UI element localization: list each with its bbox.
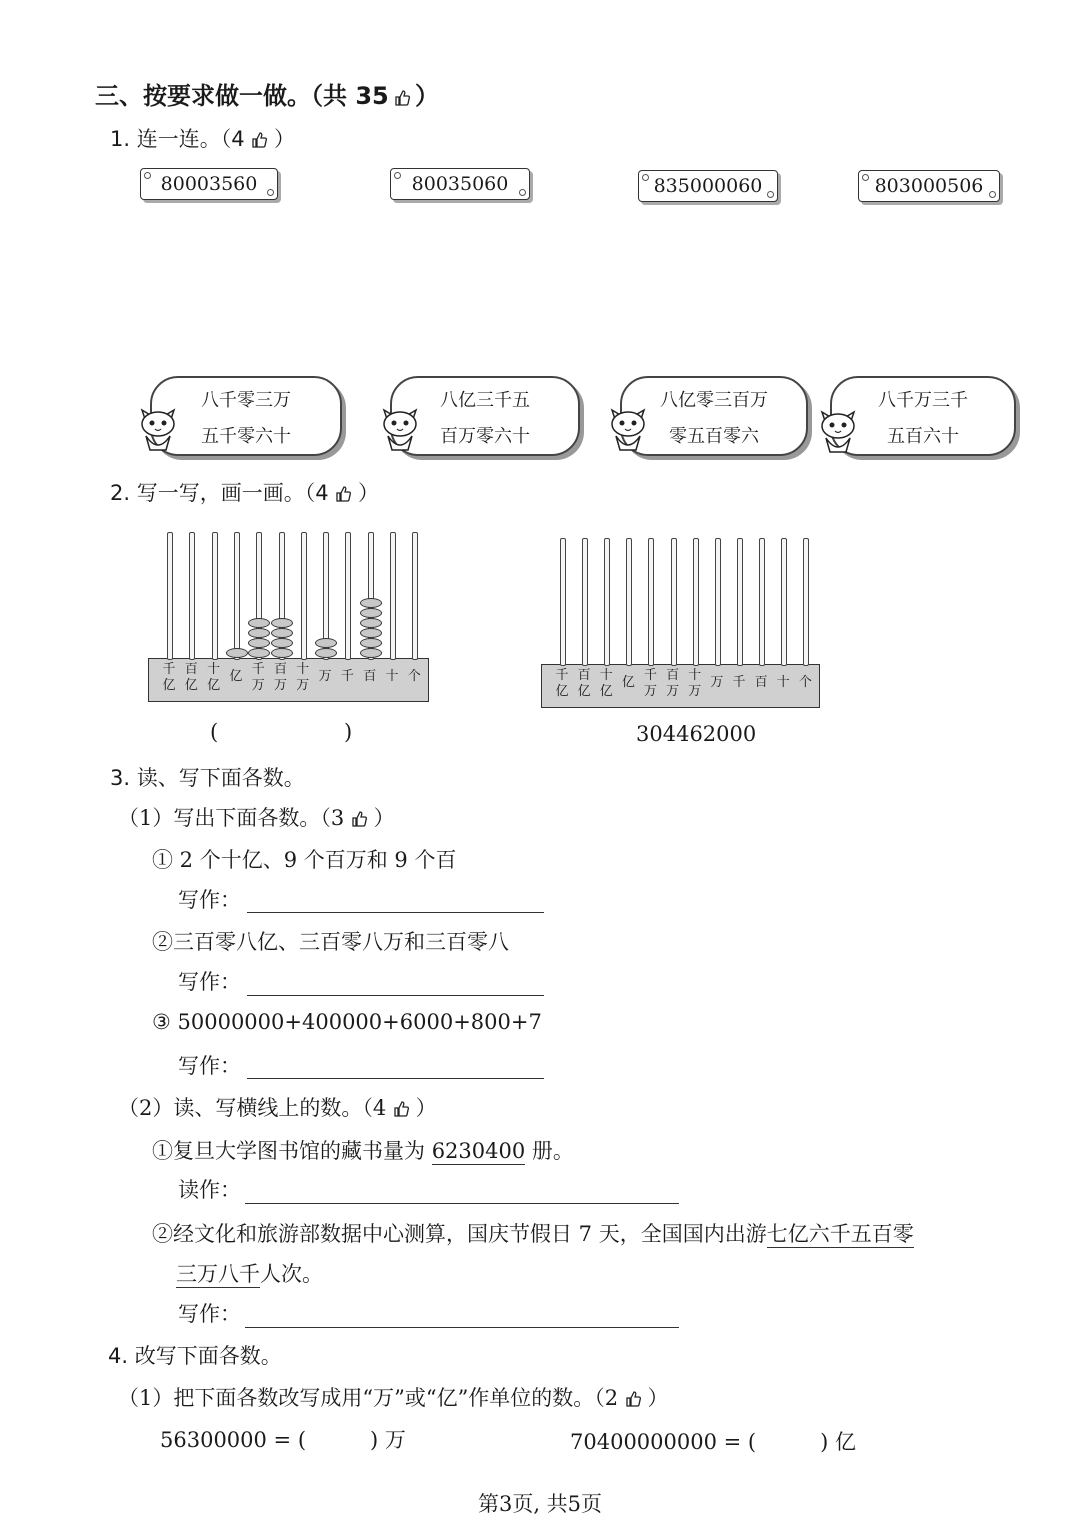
equation-2: 70400000000 = ( ) 亿 bbox=[570, 1430, 856, 1454]
place-label: 万 bbox=[688, 684, 702, 699]
abacus-number: 304462000 bbox=[636, 722, 757, 746]
abacus-bead bbox=[271, 628, 293, 638]
abacus-bead bbox=[271, 648, 293, 658]
place-label: 万 bbox=[666, 684, 680, 699]
place-label: 亿 bbox=[184, 678, 198, 693]
abacus-rod[interactable] bbox=[560, 538, 566, 666]
abacus-rod[interactable] bbox=[390, 532, 396, 660]
place-label: 亿 bbox=[577, 684, 591, 699]
number-word-bubble[interactable]: 八千零三万 五千零六十 bbox=[150, 376, 342, 456]
place-label: 个 bbox=[798, 675, 812, 690]
write-label: 写作： bbox=[178, 888, 241, 912]
q2-title: 2. 写一写，画一画。（4 ） bbox=[110, 481, 379, 505]
abacus-rod[interactable] bbox=[781, 538, 787, 666]
thumbs-up-icon bbox=[394, 90, 410, 106]
thumbs-up-icon bbox=[625, 1391, 641, 1407]
answer-paren-open: ( bbox=[210, 720, 219, 744]
abacus-rod[interactable] bbox=[212, 532, 218, 660]
page-footer: 第3页, 共5页 bbox=[477, 1492, 603, 1516]
place-label: 十 bbox=[688, 668, 702, 683]
underlined-number: 6230400 bbox=[431, 1139, 526, 1163]
abacus-bead bbox=[360, 618, 382, 628]
q3-item: ③ 50000000+400000+6000+800+7 bbox=[152, 1010, 542, 1034]
q3-part2-item2: ②经文化和旅游部数据中心测算，国庆节假日 7 天，全国国内出游七亿六千五百零 bbox=[152, 1222, 914, 1246]
answer-line[interactable] bbox=[245, 1327, 679, 1328]
place-label: 千 bbox=[555, 668, 569, 683]
q3-part2-item1: ①复旦大学图书馆的藏书量为 6230400 册。 bbox=[152, 1139, 574, 1163]
place-label: 万 bbox=[251, 678, 265, 693]
abacus-rod[interactable] bbox=[626, 538, 632, 666]
cat-icon bbox=[136, 402, 180, 454]
abacus-rod[interactable] bbox=[759, 538, 765, 666]
place-label: 十 bbox=[599, 668, 613, 683]
q3-title: 3. 读、写下面各数。 bbox=[110, 766, 305, 790]
q3-item: ① 2 个十亿、9 个百万和 9 个百 bbox=[152, 848, 457, 872]
q4-title: 4. 改写下面各数。 bbox=[108, 1344, 282, 1368]
place-label: 十 bbox=[296, 662, 310, 677]
abacus-rod[interactable] bbox=[604, 538, 610, 666]
abacus-bead bbox=[360, 628, 382, 638]
place-label: 千 bbox=[643, 668, 657, 683]
place-label: 万 bbox=[318, 669, 332, 684]
place-label: 亿 bbox=[555, 684, 569, 699]
abacus-rod[interactable] bbox=[648, 538, 654, 666]
abacus-bead bbox=[271, 618, 293, 628]
number-card[interactable]: 80003560 bbox=[140, 168, 278, 200]
q4-part1-title: （1）把下面各数改写成用“万”或“亿”作单位的数。（2 ） bbox=[118, 1386, 669, 1410]
abacus-rod[interactable] bbox=[345, 532, 351, 660]
abacus-rod[interactable] bbox=[693, 538, 699, 666]
place-label: 百 bbox=[666, 668, 680, 683]
write-label: 写作： bbox=[178, 970, 241, 994]
thumbs-up-icon bbox=[335, 486, 351, 502]
place-label: 十 bbox=[207, 662, 221, 677]
number-word-bubble[interactable]: 八亿三千五 百万零六十 bbox=[390, 376, 580, 456]
place-label: 亿 bbox=[599, 684, 613, 699]
abacus-bead bbox=[226, 648, 248, 658]
answer-paren-close: ) bbox=[344, 720, 353, 744]
abacus-rod[interactable] bbox=[582, 538, 588, 666]
abacus-rod[interactable] bbox=[671, 538, 677, 666]
place-label: 千 bbox=[162, 662, 176, 677]
thumbs-up-icon bbox=[393, 1101, 409, 1117]
number-word-bubble[interactable]: 八亿零三百万 零五百零六 bbox=[620, 376, 808, 456]
write-label: 写作： bbox=[178, 1054, 241, 1078]
place-label: 百 bbox=[363, 669, 377, 684]
q3-item: ②三百零八亿、三百零八万和三百零八 bbox=[152, 930, 509, 954]
abacus-bead bbox=[360, 648, 382, 658]
place-label: 万 bbox=[273, 678, 287, 693]
q3-part2-title: （2）读、写横线上的数。（4 ） bbox=[118, 1096, 437, 1120]
place-label: 百 bbox=[754, 675, 768, 690]
abacus-bead bbox=[248, 648, 270, 658]
place-label: 千 bbox=[732, 675, 746, 690]
abacus-answer-blank[interactable] bbox=[222, 718, 342, 746]
abacus-rod[interactable] bbox=[167, 532, 173, 660]
write-label: 写作： bbox=[178, 1302, 241, 1326]
place-label: 亿 bbox=[207, 678, 221, 693]
cat-icon bbox=[378, 402, 422, 454]
place-label: 十 bbox=[385, 669, 399, 684]
abacus-rod[interactable] bbox=[234, 532, 240, 660]
q3-part1-title: （1）写出下面各数。（3 ） bbox=[118, 806, 395, 830]
answer-line[interactable] bbox=[247, 995, 544, 996]
cat-icon bbox=[816, 404, 860, 456]
place-label: 百 bbox=[184, 662, 198, 677]
place-label: 万 bbox=[710, 675, 724, 690]
abacus-rod[interactable] bbox=[189, 532, 195, 660]
abacus-bead bbox=[315, 638, 337, 648]
abacus-rod[interactable] bbox=[803, 538, 809, 666]
equation-1: 56300000 = ( ) 万 bbox=[160, 1428, 406, 1452]
answer-line[interactable] bbox=[247, 912, 544, 913]
abacus-right[interactable] bbox=[541, 536, 821, 708]
place-label: 百 bbox=[273, 662, 287, 677]
thumbs-up-icon bbox=[351, 811, 367, 827]
abacus-rod[interactable] bbox=[301, 532, 307, 660]
q1-title: 1. 连一连。（4 ） bbox=[110, 127, 295, 151]
abacus-rod[interactable] bbox=[737, 538, 743, 666]
abacus-bead bbox=[248, 638, 270, 648]
q3-part2-item2-cont: 三万八千人次。 bbox=[176, 1262, 323, 1286]
place-label: 百 bbox=[577, 668, 591, 683]
underlined-number: 三万八千 bbox=[176, 1262, 260, 1286]
place-label: 个 bbox=[407, 669, 421, 684]
number-card[interactable]: 80035060 bbox=[390, 168, 530, 200]
number-card[interactable]: 803000506 bbox=[858, 170, 1000, 202]
abacus-bead bbox=[315, 648, 337, 658]
abacus-bead bbox=[248, 628, 270, 638]
cat-icon bbox=[606, 402, 650, 454]
section-header: 三、按要求做一做。（共 35 ） bbox=[95, 82, 439, 110]
place-label: 万 bbox=[296, 678, 310, 693]
abacus-bead bbox=[360, 608, 382, 618]
abacus-bead bbox=[248, 618, 270, 628]
number-card[interactable]: 835000060 bbox=[638, 170, 778, 202]
abacus-bead bbox=[271, 638, 293, 648]
thumbs-up-icon bbox=[251, 132, 267, 148]
place-label: 亿 bbox=[621, 675, 635, 690]
read-label: 读作： bbox=[178, 1178, 241, 1202]
abacus-bead bbox=[360, 638, 382, 648]
place-label: 千 bbox=[251, 662, 265, 677]
place-label: 亿 bbox=[162, 678, 176, 693]
abacus-left bbox=[148, 530, 430, 702]
section-title: 三、按要求做一做。（共 35 bbox=[95, 82, 389, 110]
place-label: 万 bbox=[643, 684, 657, 699]
place-label: 十 bbox=[776, 675, 790, 690]
number-word-bubble[interactable]: 八千万三千 五百六十 bbox=[830, 376, 1016, 456]
abacus-rod[interactable] bbox=[715, 538, 721, 666]
place-label: 亿 bbox=[229, 669, 243, 684]
answer-line[interactable] bbox=[245, 1203, 679, 1204]
answer-line[interactable] bbox=[247, 1078, 544, 1079]
abacus-rod[interactable] bbox=[412, 532, 418, 660]
place-label: 千 bbox=[340, 669, 354, 684]
abacus-bead bbox=[360, 598, 382, 608]
underlined-number: 七亿六千五百零 bbox=[766, 1222, 914, 1246]
